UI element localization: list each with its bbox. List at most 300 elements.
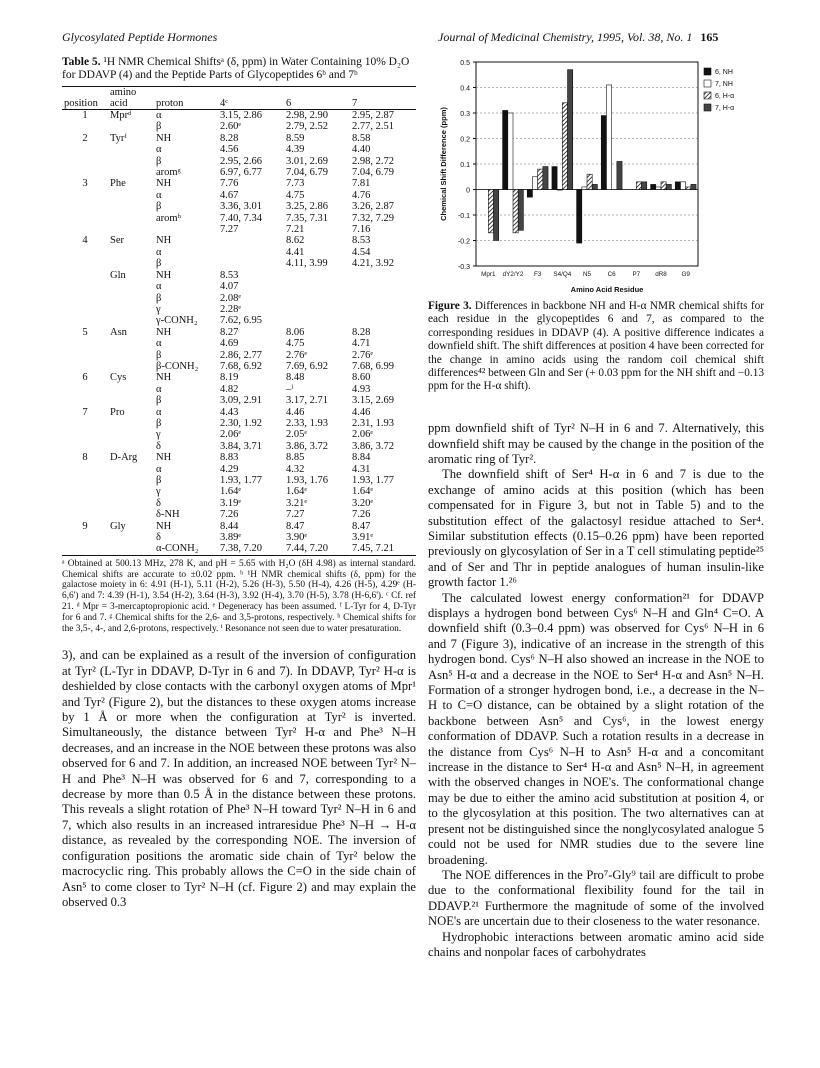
table-row xyxy=(62,418,416,429)
cell-amino-acid: Cys xyxy=(110,372,127,384)
table-row xyxy=(62,452,416,463)
cell-shift-4: 2.28ᵉ xyxy=(220,303,242,315)
bar-6-ha xyxy=(562,103,567,190)
cell-shift-4: 3.15, 2.86 xyxy=(220,110,262,121)
table-row xyxy=(62,441,416,452)
cell-shift-4: 4.67 xyxy=(220,189,239,201)
cell-shift-7: 3.26, 2.87 xyxy=(352,201,394,213)
cell-shift-4: 2.06ᵉ xyxy=(220,429,242,441)
cell-shift-6: 7.35, 7.31 xyxy=(286,212,328,224)
cell-position xyxy=(62,338,108,349)
cell-shift-7: 1.93, 1.77 xyxy=(352,475,394,486)
table-row xyxy=(62,213,416,224)
cell-position xyxy=(62,270,108,281)
cell-shift-6: 4.11, 3.99 xyxy=(286,258,328,270)
cell-amino-acid: Asn xyxy=(110,326,127,338)
cell-shift-6: 2.98, 2.90 xyxy=(286,110,328,121)
cell-shift-6: 3.90ᵉ xyxy=(286,532,308,544)
table-row xyxy=(62,384,416,395)
cell-amino-acid: Gly xyxy=(110,520,126,532)
cell-position xyxy=(62,418,108,429)
cell-position xyxy=(62,384,108,395)
cell-proton: γ-CONH₂ xyxy=(156,315,198,327)
cell-amino-acid xyxy=(108,281,154,292)
cell-shift-7: 8.60 xyxy=(352,372,371,384)
cell-shift-7: 2.95, 2.87 xyxy=(352,110,394,121)
table-row xyxy=(62,315,416,326)
table-row xyxy=(62,156,416,167)
bar-7-ha xyxy=(691,184,696,189)
cell-proton: α xyxy=(156,406,162,418)
cell-proton: β xyxy=(156,201,162,213)
cell-shift-7: 4.40 xyxy=(352,144,371,156)
cell-shift-4: 8.28 xyxy=(220,132,239,144)
cell-shift-4: 8.53 xyxy=(220,269,239,281)
cell-amino-acid xyxy=(108,258,154,269)
cell-shift-7: 2.77, 2.51 xyxy=(352,121,394,133)
x-tick-label: dY2/Y2 xyxy=(502,271,524,278)
cell-proton: α xyxy=(156,338,162,350)
cell-shift-6 xyxy=(284,281,350,292)
cell-shift-7: 2.31, 1.93 xyxy=(352,417,394,429)
figure-caption-text: Differences in backbone NH and H-α NMR chemical shifts for each residue in the glycopeptides 6 and 7, as compared to the corresponding residues in DDAVP (4). A positive difference indicates a downfield shift. The shift differences at position 4 have been corrected for the change in amino acids using the random coil chemical shift differences⁴² between Gln and Ser (+ 0.03 ppm for the NH shift and −0.13 ppm for the H-α shift). xyxy=(428,300,764,393)
cell-amino-acid xyxy=(108,121,154,132)
cell-amino-acid: Phe xyxy=(110,178,126,190)
cell-proton: β xyxy=(156,349,162,361)
cell-shift-6: 7.44, 7.20 xyxy=(284,543,350,555)
cell-shift-6: 8.06 xyxy=(286,326,305,338)
cell-shift-4: 2.95, 2.66 xyxy=(220,155,262,167)
y-tick-label: 0.4 xyxy=(460,85,470,93)
legend-label: 6, H-α xyxy=(715,93,735,100)
bar-7-nh xyxy=(532,177,537,190)
cell-proton: α xyxy=(156,383,162,395)
cell-shift-4: 2.60ᵉ xyxy=(220,121,242,133)
cell-shift-4: 7.27 xyxy=(220,224,239,236)
table-row xyxy=(62,509,416,520)
cell-proton: γ xyxy=(156,303,161,315)
cell-shift-7: 2.98, 2.72 xyxy=(352,155,394,167)
cell-position xyxy=(62,156,108,167)
cell-proton: β xyxy=(156,258,162,270)
cell-amino-acid xyxy=(108,213,154,224)
cell-proton: NH xyxy=(156,235,172,247)
bar-7-nh xyxy=(582,187,587,190)
cell-shift-7: 4.46 xyxy=(352,406,371,418)
cell-position: 4 xyxy=(82,235,88,247)
cell-shift-4: 3.19ᵉ xyxy=(220,497,242,509)
bar-6-ha xyxy=(686,187,691,190)
cell-shift-4: 1.93, 1.77 xyxy=(220,475,262,486)
cell-position xyxy=(62,464,108,475)
cell-shift-4: 6.97, 6.77 xyxy=(220,167,262,179)
table-row xyxy=(62,327,416,338)
cell-shift-6: 3.17, 2.71 xyxy=(286,395,328,407)
table-row xyxy=(62,372,416,383)
y-tick-label: -0.3 xyxy=(457,264,470,271)
cell-shift-6: 8.47 xyxy=(286,520,305,532)
legend-swatch xyxy=(704,92,711,99)
cell-shift-6: 8.85 xyxy=(286,452,305,464)
cell-amino-acid: Pro xyxy=(110,406,125,418)
cell-shift-6: 1.93, 1.76 xyxy=(286,475,328,486)
cell-amino-acid xyxy=(108,486,154,497)
body-paragraph-right-4: The NOE differences in the Pro⁷-Gly⁹ tail are difficult to probe due to the conformational flexibility found for the tail in DDAVP.²¹ Furthermore the magnitude of some of the involved NOE's are uncertain due to their closeness to the water resonance. xyxy=(428,867,764,929)
cell-shift-4: 7.38, 7.20 xyxy=(218,543,284,555)
cell-position xyxy=(62,224,108,235)
cell-proton: NH xyxy=(156,326,172,338)
cell-position xyxy=(62,167,108,178)
bar-7-ha xyxy=(592,184,597,189)
cell-proton: β xyxy=(156,475,162,486)
bar-7-nh xyxy=(606,85,611,190)
cell-amino-acid xyxy=(108,395,154,406)
bar-7-ha xyxy=(617,161,622,189)
cell-amino-acid xyxy=(108,509,154,520)
cell-position xyxy=(62,144,108,155)
bar-6-nh xyxy=(503,110,508,189)
cell-proton: NH xyxy=(156,269,172,281)
cell-shift-7: 7.45, 7.21 xyxy=(350,543,416,555)
cell-position xyxy=(62,315,108,326)
cell-shift-4: 7.26 xyxy=(220,509,239,521)
bar-6-nh xyxy=(651,184,656,189)
cell-position xyxy=(62,350,108,361)
cell-proton: NH xyxy=(156,132,172,144)
cell-proton xyxy=(154,224,218,235)
cell-proton: γ xyxy=(156,429,161,441)
cell-shift-7: 7.81 xyxy=(352,178,371,190)
x-tick-label: F3 xyxy=(533,271,542,278)
cell-position xyxy=(62,486,108,497)
cell-proton: α xyxy=(156,144,162,156)
y-tick-label: 0.3 xyxy=(460,111,470,118)
cell-shift-6: 2.33, 1.93 xyxy=(286,417,328,429)
cell-position xyxy=(62,498,108,509)
cell-position: 6 xyxy=(82,372,88,384)
bar-6-ha xyxy=(636,182,641,190)
cell-shift-7: 7.26 xyxy=(352,509,371,521)
cell-amino-acid xyxy=(108,384,154,395)
bar-6-nh xyxy=(601,116,606,190)
col-header-position: position xyxy=(62,98,108,110)
legend-swatch xyxy=(704,80,711,87)
col-header-7: 7 xyxy=(350,98,416,110)
cell-proton: δ xyxy=(156,532,161,544)
cell-shift-7 xyxy=(350,315,416,326)
bar-7-nh xyxy=(680,182,685,190)
cell-shift-7: 2.76ᵉ xyxy=(352,349,374,361)
x-tick-label: dR8 xyxy=(655,271,667,278)
cell-amino-acid xyxy=(108,315,154,326)
bar-7-ha xyxy=(568,70,573,190)
x-tick-label: N5 xyxy=(582,271,592,278)
left-column xyxy=(62,56,416,910)
x-axis-label: Amino Acid Residue xyxy=(570,285,644,294)
cell-shift-7: 2.06ᵉ xyxy=(352,429,374,441)
cell-proton: aromᵍ xyxy=(156,167,181,179)
cell-shift-4 xyxy=(218,258,284,269)
cell-shift-7: 8.28 xyxy=(352,326,371,338)
cell-shift-7: 7.32, 7.29 xyxy=(352,212,394,224)
legend-swatch xyxy=(704,104,711,111)
cell-shift-4: 8.83 xyxy=(220,452,239,464)
cell-position: 1 xyxy=(82,110,88,121)
cell-proton: δ xyxy=(156,497,161,509)
y-tick-label: 0 xyxy=(466,187,470,195)
cell-shift-6: –ⁱ xyxy=(286,383,294,395)
cell-shift-6: 2.76ᵉ xyxy=(286,349,308,361)
bar-6-nh xyxy=(552,167,557,190)
cell-amino-acid xyxy=(108,293,154,304)
cell-amino-acid xyxy=(108,429,154,440)
cell-shift-4 xyxy=(218,247,284,258)
cell-position xyxy=(62,361,108,372)
body-paragraph-right-1: ppm downfield shift of Tyr² N–H in 6 and 7. Alternatively, this downfield shift may be caused by the change in the position of the aromatic ring of Tyr². xyxy=(428,421,764,466)
cell-shift-6: 7.04, 6.79 xyxy=(286,167,328,179)
table-row xyxy=(62,350,416,361)
cell-position xyxy=(62,509,108,520)
cell-position xyxy=(62,441,108,452)
body-paragraph-right-2: The downfield shift of Ser⁴ H-α in 6 and 7 is due to the exchange of amino acids at this position (which has been compensated for in Figure 3, but not in Table 5) and to the substitution effect of the galactosyl residue attached to Ser⁴. Similar substitution effects (0.15–0.26 ppm) have been reported previously on glycosylation of Ser in a T cell stimulating peptide²⁵ and of Ser and Thr in peptide analogues of human insulin-like growth factor 1.²⁶ xyxy=(428,467,764,590)
cell-shift-6: 7.27 xyxy=(286,509,305,521)
cell-shift-4: 8.27 xyxy=(220,326,239,338)
cell-shift-6: 2.79, 2.52 xyxy=(286,121,328,133)
cell-shift-6 xyxy=(284,270,350,281)
col-header-amino: amino xyxy=(108,87,154,99)
table-row xyxy=(62,475,416,486)
table-row xyxy=(62,270,416,281)
x-tick-label: C6 xyxy=(607,271,616,278)
cell-amino-acid xyxy=(108,224,154,235)
cell-shift-6 xyxy=(284,293,350,304)
table-row xyxy=(62,178,416,189)
page-number: 165 xyxy=(700,30,719,44)
bar-7-ha xyxy=(666,184,671,189)
y-tick-label: -0.1 xyxy=(457,213,470,220)
cell-proton: NH xyxy=(156,452,172,464)
table-label: Table 5. xyxy=(62,56,101,68)
table-row xyxy=(62,121,416,132)
table-row xyxy=(62,258,416,269)
cell-shift-6: 7.73 xyxy=(286,178,305,190)
cell-shift-7: 8.53 xyxy=(352,235,371,247)
cell-shift-7 xyxy=(350,281,416,292)
cell-shift-4: 4.07 xyxy=(220,281,239,293)
cell-amino-acid: Ser xyxy=(110,235,124,247)
cell-shift-4: 3.09, 2.91 xyxy=(220,395,262,407)
cell-position xyxy=(62,247,108,258)
bar-6-ha xyxy=(661,182,666,190)
cell-position xyxy=(62,121,108,132)
cell-shift-4: 8.19 xyxy=(220,372,239,384)
table-row xyxy=(62,395,416,406)
bar-6-ha xyxy=(587,174,592,189)
cell-shift-7: 4.93 xyxy=(352,383,371,395)
col-header-position xyxy=(62,87,108,99)
cell-amino-acid xyxy=(108,475,154,486)
cell-shift-6: 2.05ᵉ xyxy=(286,429,308,441)
cell-shift-7: 3.20ᵉ xyxy=(352,497,374,509)
cell-amino-acid xyxy=(108,167,154,178)
bar-6-ha xyxy=(513,190,518,233)
cell-shift-6: 8.62 xyxy=(286,235,305,247)
cell-amino-acid xyxy=(108,464,154,475)
col-header-proton: proton xyxy=(154,98,218,110)
cell-shift-4: 1.64ᵉ xyxy=(220,486,242,498)
col-header-6: 6 xyxy=(284,98,350,110)
table-row xyxy=(62,133,416,144)
bar-7-nh xyxy=(656,187,661,190)
cell-shift-7: 1.64ᵉ xyxy=(352,486,374,498)
body-paragraph-right-3: The calculated lowest energy conformation²¹ for DDAVP displays a hydrogen bond between Cys⁶ N–H and Gln⁴ C=O. A downfield shift (0.3–0.4 ppm) was observed for Cys⁶ N–H in 6 and 7 (Figure 3), indicative of an increase in the strength of this hydrogen bond. Cys⁶ N–H also showed an increase in the NOE to Asn⁵ H-α and a decrease in the NOE to Ser⁴ H-α and Asn⁵ N–H. Formation of a stronger hydrogen bond, i.e., a decrease in the N–H to C=O distance, can be obtained by a slight rotation of the backbone between Asn⁵ and Cys⁶, in the lowest energy conformation of DDAVP. Such a rotation results in a decrease in the distance from Cys⁶ N–H to Asn⁵ H-α and a concomitant increase in the distance to Ser⁴ H-α and Asn⁵ N–H, in agreement with the observed changes in NOE's. The conformational change may be due to either the amino acid substitution at position 4, or to the glycosylation at this position. The two alternatives can at present not be distinguished since the nonglycosylated analogue 5 could not be used for NMR studies due to the severe line broadening. xyxy=(428,590,764,867)
cell-proton: NH xyxy=(156,178,172,190)
cell-proton: β-CONH₂ xyxy=(156,360,199,372)
cell-amino-acid xyxy=(108,532,154,543)
cell-proton: NH xyxy=(156,372,172,384)
bar-6-nh xyxy=(577,190,582,244)
cell-shift-7: 8.58 xyxy=(352,132,371,144)
col-header-4: 4ᶜ xyxy=(218,98,284,110)
cell-proton: β xyxy=(156,121,162,133)
cell-position xyxy=(62,258,108,269)
table-row xyxy=(62,304,416,315)
cell-amino-acid xyxy=(108,418,154,429)
cell-amino-acid xyxy=(108,361,154,372)
bar-7-ha xyxy=(642,182,647,190)
cell-amino-acid xyxy=(108,156,154,167)
y-tick-label: 0.1 xyxy=(460,162,470,169)
cell-shift-6: 7.21 xyxy=(286,224,305,236)
cell-shift-6: 4.46 xyxy=(286,406,305,418)
cell-proton: α xyxy=(156,246,162,258)
cell-amino-acid xyxy=(108,144,154,155)
table-footnote: ᵃ Obtained at 500.13 MHz, 278 K, and pH = 5.65 with H₂O (δH 4.98) as internal standard. Chemical shifts are accurate to ±0.02 ppm. ᵇ ¹H NMR chemical shifts (δ, ppm) for the galactose moiety in 6: 4.91 (H-1), 5.11 (H-2), 5.26 (H-3), 5.50 (H-4), 4.26 (H-5), 4.29ᵉ (H-6,6') and 7: 4.39 (H-1), 3.54 (H-2), 3.64 (H-3), 3.92 (H-4), 3.70 (H-5), 3.78 (H-6,6'). ᶜ Cf. ref 21. ᵈ Mpr = 3-mercaptopropionic acid. ᵉ Degeneracy has been assumed. ᶠ L-Tyr for 4, D-Tyr for 6 and 7. ᵍ Chemical shifts for the 2,6- and 3,5-protons, respectively. ʰ Chemical shifts for the 3,5-, 4-, and 2,6-protons, respectively. ⁱ Resonance not seen due to water presaturation. xyxy=(62,558,416,634)
table-row xyxy=(62,521,416,532)
figure-label: Figure 3. xyxy=(428,300,472,312)
y-axis-label: Chemical Shift Difference (ppm) xyxy=(439,107,448,221)
table-row xyxy=(62,532,416,543)
table-row xyxy=(62,338,416,349)
cell-amino-acid: D-Arg xyxy=(110,452,138,464)
cell-shift-7: 4.71 xyxy=(352,338,371,350)
table-row xyxy=(62,235,416,246)
cell-position xyxy=(62,475,108,486)
cell-shift-7: 4.31 xyxy=(352,463,371,475)
cell-shift-4: 2.08ᵉ xyxy=(220,292,242,304)
cell-shift-6: 8.48 xyxy=(286,372,305,384)
cell-proton: δ-NH xyxy=(156,509,180,521)
cell-proton: aromʰ xyxy=(156,212,181,224)
x-tick-label: G9 xyxy=(681,271,690,278)
running-title: Glycosylated Peptide Hormones xyxy=(62,30,218,44)
x-tick-label: S4/Q4 xyxy=(553,271,572,278)
legend-swatch xyxy=(704,68,711,75)
cell-shift-4: 3.89ᵉ xyxy=(220,532,242,544)
cell-shift-7: 7.04, 6.79 xyxy=(352,167,394,179)
cell-shift-4: 7.40, 7.34 xyxy=(220,212,262,224)
cell-proton: β xyxy=(156,417,162,429)
cell-shift-7: 7.68, 6.99 xyxy=(352,360,394,372)
x-tick-label: P7 xyxy=(632,271,641,278)
legend-label: 6, NH xyxy=(715,69,733,76)
cell-proton: α xyxy=(156,189,162,201)
cell-shift-4: 4.82 xyxy=(220,383,239,395)
table-row xyxy=(62,224,416,235)
cell-proton: α-CONH₂ xyxy=(154,543,218,555)
cell-position xyxy=(62,190,108,201)
cell-position xyxy=(62,281,108,292)
table-row xyxy=(62,407,416,418)
cell-amino-acid: Mprᵈ xyxy=(110,110,132,121)
table-row xyxy=(62,110,416,122)
cell-position: 7 xyxy=(82,406,88,418)
cell-shift-4 xyxy=(218,235,284,246)
figure-caption xyxy=(428,300,764,394)
cell-amino-acid: Gln xyxy=(110,269,126,281)
cell-shift-7: 8.47 xyxy=(352,520,371,532)
cell-position xyxy=(62,532,108,543)
cell-amino-acid xyxy=(108,201,154,212)
cell-position xyxy=(62,201,108,212)
cell-shift-6: 3.86, 3.72 xyxy=(286,440,328,452)
table-row xyxy=(62,543,416,555)
cell-shift-7 xyxy=(350,293,416,304)
cell-shift-7: 4.21, 3.92 xyxy=(352,258,394,270)
table-caption xyxy=(62,56,416,82)
body-paragraph-right-5: Hydrophobic interactions between aromatic amino acid side chains and nonpolar faces of carbohydrates xyxy=(428,929,764,959)
legend-label: 7, NH xyxy=(715,81,733,88)
cell-proton: β xyxy=(156,292,162,304)
table-row xyxy=(62,281,416,292)
cell-shift-4: 3.36, 3.01 xyxy=(220,201,262,213)
table-row xyxy=(62,190,416,201)
bar-7-ha xyxy=(543,167,548,190)
cell-shift-7 xyxy=(350,304,416,315)
cell-proton: γ xyxy=(156,486,161,498)
bar-7-nh xyxy=(557,190,562,191)
table-row xyxy=(62,247,416,258)
cell-shift-6: 4.75 xyxy=(286,189,305,201)
body-paragraph-left: 3), and can be explained as a result of the inversion of configuration at Tyr² (L-Tyr in DDAVP, D-Tyr in 6 and 7). In DDAVP, Tyr² H-α is deshielded by close contacts with the carbonyl oxygen atoms of Mpr¹ and Tyr² (Figure 2), but the distances to these oxygen atoms increase by 1 Å or more when the configuration at Tyr² is inverted. Simultaneously, the distance between Tyr² H-α and Phe³ N–H decreases, and an increase in the NOE between these protons was also observed for 6 and 7. In addition, an increased NOE between Tyr² N–H and Phe³ N–H was observed for 6 and 7, corresponding to a decrease by more than 0.5 Å in the distance between these protons. This reveals a slight rotation of Phe³ N–H toward Tyr² N–H in 6 and 7, which also results in an increased intraresidue Phe³ N–H → H-α distance, as revealed by the corresponding NOE. The inversion of configuration positions the aromatic side chain of Tyr² below the macrocyclic ring. This probably allows the C=O in the side chain of Asn⁵ to come closer to Tyr² N–H (cf. Figure 2) and may explain the observed 0.3 xyxy=(62,648,416,909)
cell-amino-acid xyxy=(108,543,154,555)
cell-shift-7: 3.86, 3.72 xyxy=(352,440,394,452)
cell-position xyxy=(62,213,108,224)
bar-6-ha xyxy=(538,169,543,189)
nmr-table-body xyxy=(62,110,416,556)
cell-proton: δ xyxy=(156,440,161,452)
cell-shift-4: 2.86, 2.77 xyxy=(220,349,262,361)
table-row xyxy=(62,498,416,509)
cell-shift-6 xyxy=(284,304,350,315)
cell-shift-6 xyxy=(284,315,350,326)
bar-chart-svg xyxy=(428,56,764,296)
cell-proton: β xyxy=(156,155,162,167)
y-tick-label: 0.5 xyxy=(460,60,470,67)
cell-position xyxy=(62,293,108,304)
cell-shift-6: 4.41 xyxy=(286,246,305,258)
bar-6-ha xyxy=(488,190,493,233)
cell-shift-6: 4.75 xyxy=(286,338,305,350)
cell-proton: NH xyxy=(156,520,172,532)
cell-shift-4: 4.43 xyxy=(220,406,239,418)
cell-shift-7: 4.54 xyxy=(352,246,371,258)
cell-amino-acid xyxy=(108,350,154,361)
cell-proton: α xyxy=(156,281,162,293)
table-row xyxy=(62,429,416,440)
cell-shift-7: 4.76 xyxy=(352,189,371,201)
cell-shift-4: 2.30, 1.92 xyxy=(220,417,262,429)
